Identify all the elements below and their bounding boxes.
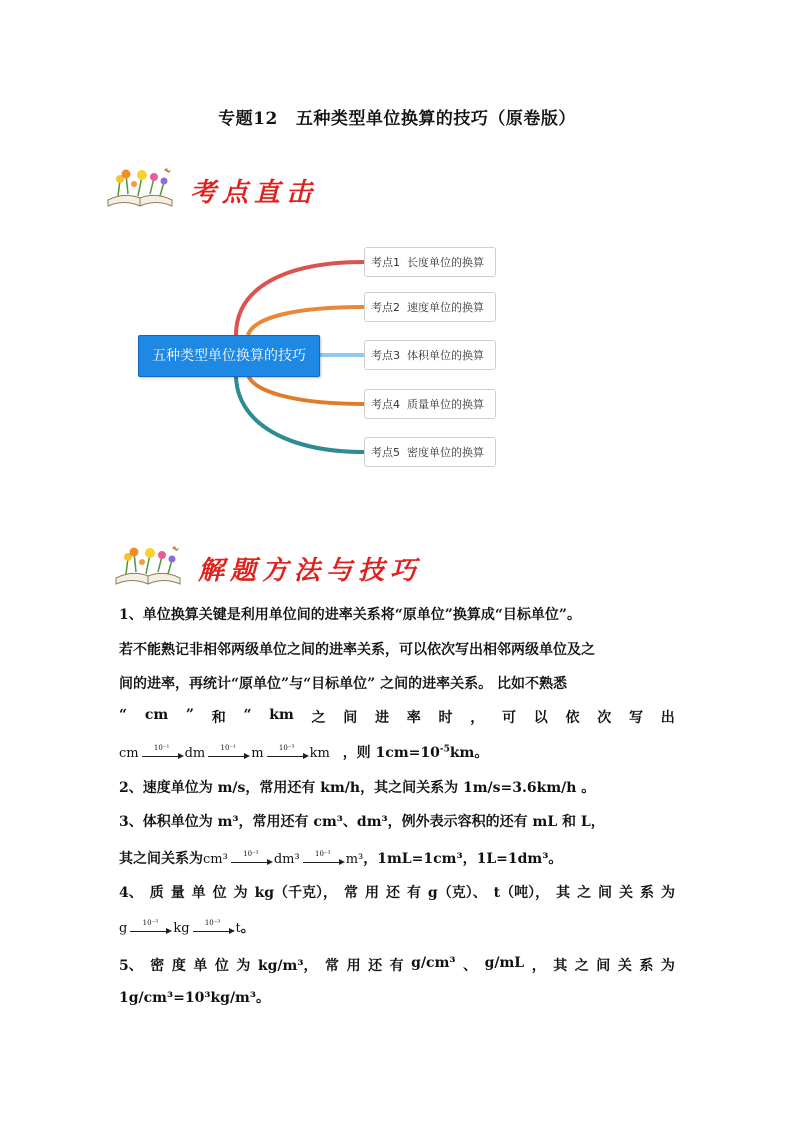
open-book-flowers-icon: [104, 166, 176, 210]
title-number: 专题12: [218, 109, 278, 129]
p5-line1: [119, 955, 675, 975]
unit: m³: [345, 852, 364, 867]
topic-node-3: [364, 340, 496, 370]
unit: g: [119, 921, 128, 936]
word: 位: [214, 958, 229, 974]
unit: km: [309, 746, 330, 761]
unit: cm: [119, 746, 139, 761]
topic-number: 考点5: [371, 446, 400, 459]
word: 间: [598, 885, 613, 901]
word: kg（千克），: [254, 885, 338, 901]
word: 为: [660, 885, 675, 901]
word: 为: [660, 958, 675, 974]
word: 还: [385, 885, 400, 901]
word: 用: [365, 885, 379, 901]
result-unit: km。: [449, 745, 489, 761]
p1-line3: 间的进率，再统计“原单位”与“目标单位” 之间的进率关系。 比如不熟悉: [119, 676, 567, 692]
p4-line1: [119, 882, 675, 902]
arrow-factor: 10⁻¹: [220, 744, 236, 752]
conversion-arrow-icon: [229, 851, 273, 867]
open-book-flowers-icon: [112, 544, 184, 588]
topic-number: 考点2: [371, 301, 400, 314]
word: 质: [149, 885, 164, 901]
word: 常: [325, 958, 340, 974]
unit: dm: [184, 746, 206, 761]
word: “: [119, 707, 128, 723]
p5-line2: 1g/cm³=10³kg/m³。: [119, 990, 271, 1006]
topic-label: 密度单位的换算: [407, 446, 484, 459]
word: 率: [406, 710, 421, 726]
word: 和: [211, 710, 226, 726]
word: 依: [565, 710, 580, 726]
word: 4、: [119, 885, 143, 901]
word: 常: [344, 885, 359, 901]
topic-node-1: [364, 247, 496, 277]
section-heading-methods: [112, 544, 432, 592]
word: 度: [171, 958, 186, 974]
conversion-arrow-icon: [265, 745, 309, 761]
p3-suffix: ，1mL=1cm³，1L=1dm³。: [363, 851, 563, 867]
document-title: [0, 104, 794, 129]
word: 5、: [119, 958, 143, 974]
section1-heading: 考点直击: [190, 178, 319, 208]
word: 之: [574, 958, 589, 974]
word: 关: [617, 958, 632, 974]
word: “: [243, 707, 252, 723]
arrow-factor: 10⁻³: [204, 919, 221, 927]
result-exponent: -5: [439, 744, 450, 755]
p3-line1: 3、体积单位为 m³，常用还有 cm³、dm³，例外表示容积的还有 mL 和 L，: [119, 814, 605, 830]
word: 出: [660, 710, 675, 726]
p1-line4: [119, 707, 675, 727]
word: 关: [619, 885, 634, 901]
word: 系: [639, 885, 654, 901]
branch-line-4: [248, 375, 364, 404]
word: 用: [346, 958, 361, 974]
section2-heading: 解题方法与技巧: [198, 556, 423, 586]
conversion-arrow-icon: [140, 745, 184, 761]
branch-line-2: [248, 307, 364, 335]
unit: dm³: [273, 852, 300, 867]
word: 间: [343, 710, 358, 726]
topic-node-2: [364, 292, 496, 322]
word: 之: [577, 885, 592, 901]
word: g/cm³: [411, 955, 456, 971]
word: 量: [170, 885, 185, 901]
word: 其: [553, 958, 568, 974]
word: t（吨），: [493, 885, 550, 901]
word: 有: [389, 958, 404, 974]
word: 其: [556, 885, 571, 901]
mindmap: [136, 242, 506, 474]
methods-body: [119, 604, 679, 1004]
p1-line1: 1、单位换算关键是利用单位间的进率关系将“原单位”换算成“目标单位”。: [119, 607, 581, 623]
p3-line2: [119, 848, 562, 868]
conversion-arrow-icon: [301, 851, 345, 867]
word: 有: [406, 885, 421, 901]
conversion-arrow-icon: [128, 920, 172, 936]
topic-node-5: [364, 437, 496, 467]
p3-prefix: 其之间关系为: [119, 851, 203, 867]
word: 为: [236, 958, 251, 974]
word: g（克）、: [427, 885, 487, 901]
length-conversion-chain: [119, 745, 330, 761]
word: 可: [502, 710, 517, 726]
word: ，: [531, 958, 546, 974]
p1-line5: [119, 742, 488, 762]
word: 为: [233, 885, 248, 901]
word: 之: [311, 710, 326, 726]
volume-conversion-chain: [203, 851, 363, 867]
word: 以: [533, 710, 548, 726]
word: 单: [193, 958, 208, 974]
word: cm: [144, 707, 169, 723]
p4-line2: [119, 917, 255, 937]
word: 密: [150, 958, 165, 974]
word: km: [269, 707, 294, 723]
unit: kg: [173, 921, 190, 936]
word: kg/m³，: [257, 958, 318, 974]
arrow-factor: 10⁻³: [142, 919, 159, 927]
mindmap-center-node: 五种类型单位换算的技巧: [138, 335, 320, 377]
mass-conversion-chain: [119, 920, 241, 936]
topic-label: 体积单位的换算: [407, 349, 484, 362]
topic-number: 考点4: [371, 398, 400, 411]
p2-line: 2、速度单位为 m/s，常用还有 km/h，其之间关系为 1m/s=3.6km/h 。: [119, 780, 596, 796]
topic-number: 考点1: [371, 256, 400, 269]
topic-node-4: [364, 389, 496, 419]
word: g/mL: [484, 955, 525, 971]
topic-label: 长度单位的换算: [407, 256, 484, 269]
p1-result: [343, 745, 489, 761]
topic-label: 质量单位的换算: [407, 398, 484, 411]
section-heading-kaodian: [104, 166, 364, 214]
result-text: ，则 1cm=10: [342, 745, 440, 761]
title-text: 五种类型单位换算的技巧（原卷版）: [295, 109, 576, 129]
arrow-factor: 10⁻³: [278, 744, 295, 752]
arrow-factor: 10⁻³: [314, 850, 331, 858]
word: 系: [639, 958, 654, 974]
arrow-factor: 10⁻¹: [153, 744, 170, 752]
word: 单: [191, 885, 206, 901]
topic-label: 速度单位的换算: [407, 301, 484, 314]
topic-number: 考点3: [371, 349, 400, 362]
unit: m: [251, 746, 264, 761]
word: 写: [629, 710, 644, 726]
word: 进: [375, 710, 390, 726]
unit: t: [235, 921, 241, 936]
p4-suffix: 。: [240, 920, 255, 936]
unit: cm³: [203, 852, 228, 867]
word: 次: [597, 710, 612, 726]
word: ，: [470, 710, 485, 726]
conversion-arrow-icon: [206, 745, 250, 761]
word: 还: [368, 958, 383, 974]
arrow-factor: 10⁻³: [243, 850, 259, 858]
word: 位: [212, 885, 227, 901]
word: 、: [463, 958, 478, 974]
conversion-arrow-icon: [191, 920, 235, 936]
word: 间: [596, 958, 611, 974]
p1-line2: 若不能熟记非相邻两级单位之间的进率关系，可以依次写出相邻两级单位及之: [119, 642, 595, 658]
word: ”: [185, 707, 194, 723]
word: 时: [438, 710, 453, 726]
